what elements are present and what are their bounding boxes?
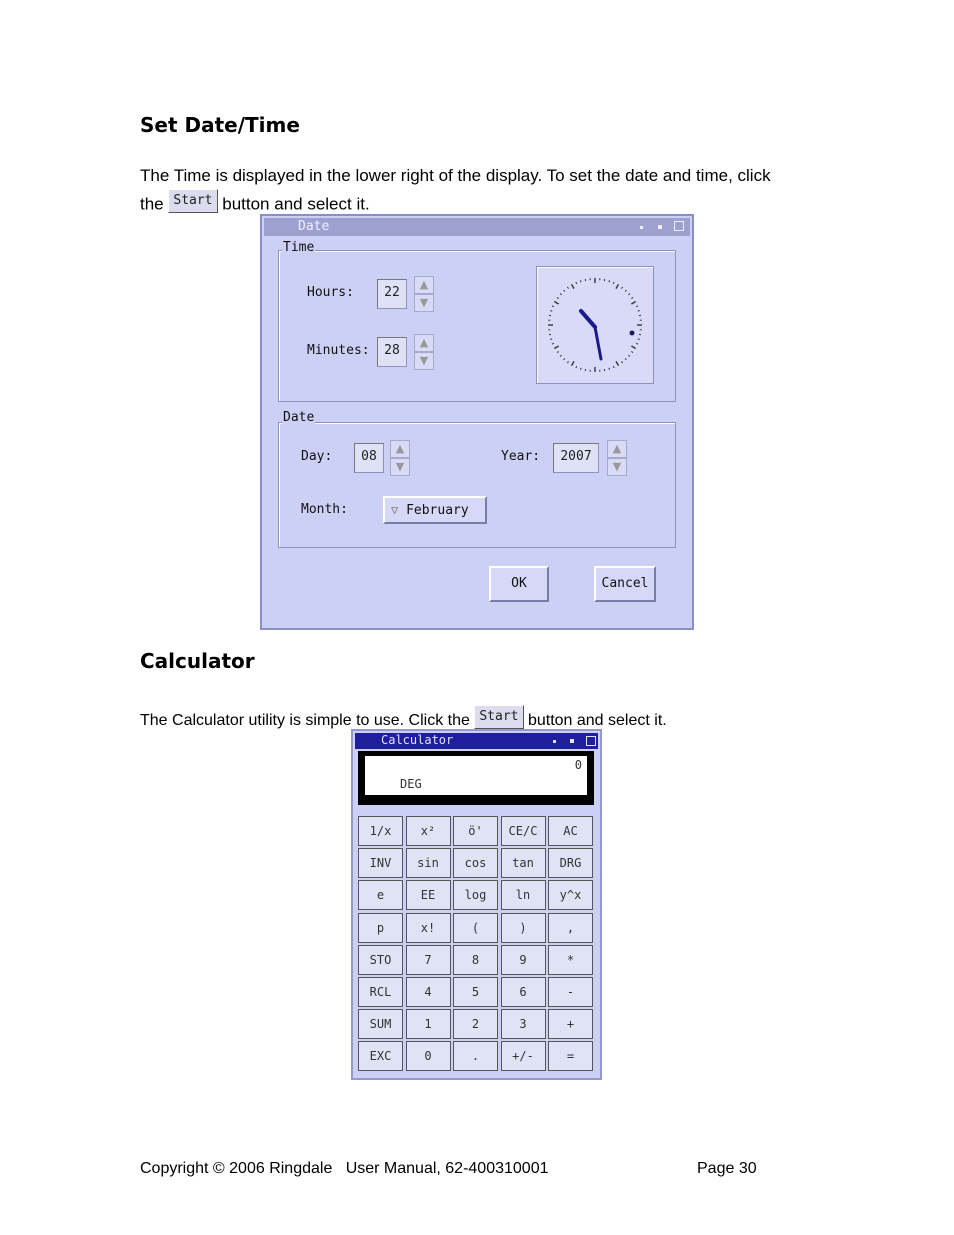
calc-key[interactable]: y^x [548,880,593,910]
calc-key[interactable]: x² [406,816,451,846]
minimize-icon[interactable] [640,226,643,229]
clock-face-icon [537,267,653,383]
clock-tick [564,290,565,291]
clock-tick [552,306,554,307]
maximize-icon[interactable] [658,225,662,229]
day-up-icon[interactable]: ▲ [390,440,410,458]
set-date-paragraph-line1: The Time is displayed in the lower right of the display. To set the date and time, click [140,166,771,185]
para-text: button and select it. [222,194,370,214]
para-text: button and select it. [527,712,667,730]
calc-key[interactable]: 2 [453,1009,498,1039]
clock-tick [628,294,629,295]
hours-up-icon[interactable]: ▲ [414,276,434,294]
month-dropdown[interactable] [383,496,487,524]
calc-key[interactable]: = [548,1041,593,1071]
calc-key[interactable]: 1 [406,1009,451,1039]
clock-tick [631,346,635,349]
clock-tick [567,287,568,289]
minimize-icon[interactable] [553,740,556,743]
hours-input[interactable]: 22 [377,279,407,309]
year-down-icon[interactable]: ▼ [607,458,627,476]
calc-key[interactable]: 6 [501,977,546,1007]
clock-tick [625,290,626,291]
calc-key[interactable]: 0 [406,1041,451,1071]
clock-tick [638,310,640,311]
clock-tick [631,297,633,298]
minutes-input[interactable]: 28 [377,337,407,367]
month-label: Month: [301,502,348,517]
clock-tick [613,282,614,284]
date-dialog-title: Date [298,219,330,234]
calc-key[interactable]: RCL [358,977,403,1007]
footer-copyright: Copyright © 2006 Ringdale User Manual, 62-400310001 [140,1160,549,1177]
year-spinner[interactable] [607,440,627,476]
calc-key[interactable]: CE/C [501,816,546,846]
time-group-label: Time [283,240,315,255]
clock-tick [560,355,561,356]
clock-tick [554,302,558,305]
clock-tick [554,346,558,349]
day-label: Day: [301,449,333,464]
calc-key[interactable]: 5 [453,977,498,1007]
calc-key[interactable]: log [453,880,498,910]
month-value: February [406,503,469,518]
minutes-down-icon[interactable]: ▼ [414,352,434,370]
year-label: Year: [501,449,541,464]
para-text: The Calculator utility is simple to use. Click the [140,712,470,730]
calculator-display-screen [365,756,587,795]
calc-key[interactable]: ( [453,913,498,943]
calc-key[interactable]: cos [453,848,498,878]
clock-tick [557,351,559,352]
calc-key[interactable]: tan [501,848,546,878]
close-window-icon[interactable] [674,221,684,231]
calculator-display [358,751,594,805]
calc-key[interactable]: e [358,880,403,910]
minutes-up-icon[interactable]: ▲ [414,334,434,352]
calc-key[interactable]: 7 [406,945,451,975]
display-mode: DEG [400,777,422,791]
clock-tick [560,294,561,295]
calc-key[interactable]: SUM [358,1009,403,1039]
para-text: the [140,194,164,214]
calc-key[interactable]: 4 [406,977,451,1007]
calc-key[interactable]: , [548,913,593,943]
calc-key[interactable]: INV [358,848,403,878]
ok-button[interactable]: OK [489,566,549,602]
year-up-icon[interactable]: ▲ [607,440,627,458]
clock-tick [628,355,629,356]
calc-key[interactable]: EE [406,880,451,910]
date-dialog-titlebar[interactable] [264,218,690,236]
clock-tick [576,282,577,284]
clock-tick [631,302,635,305]
clock-tick [564,358,565,359]
calc-key[interactable]: + [548,1009,593,1039]
calc-key[interactable]: . [453,1041,498,1071]
calc-key[interactable]: 1/x [358,816,403,846]
start-button-image: Start [474,705,523,729]
clock-tick [609,368,610,370]
clock-tick [580,368,581,370]
display-value: 0 [574,758,582,772]
clock-tick [576,366,577,368]
clock-tick [609,280,610,282]
calc-key[interactable]: +/- [501,1041,546,1071]
clock-tick [621,287,622,289]
calc-key[interactable]: 8 [453,945,498,975]
calc-key[interactable]: ) [501,913,546,943]
minutes-spinner[interactable] [414,334,434,370]
calc-key[interactable]: - [548,977,593,1007]
analog-clock [536,266,654,384]
hours-spinner[interactable] [414,276,434,312]
close-window-icon[interactable] [586,736,596,746]
year-input[interactable]: 2007 [553,443,599,473]
clock-tick [631,351,633,352]
day-down-icon[interactable]: ▼ [390,458,410,476]
calc-key[interactable]: AC [548,816,593,846]
calc-key[interactable]: sin [406,848,451,878]
cancel-button[interactable]: Cancel [594,566,656,602]
calc-key[interactable]: * [548,945,593,975]
hours-label: Hours: [307,285,354,300]
chevron-down-icon: ▽ [391,503,399,517]
clock-tick [567,361,568,363]
calculator-keypad [358,816,594,1074]
clock-tick [636,343,638,344]
clock-tick [550,310,552,311]
clock-tick [550,339,552,340]
section-heading-set-date-time: Set Date/Time [140,113,300,137]
calculator-window [351,729,602,1080]
clock-tick [552,343,554,344]
maximize-icon[interactable] [570,739,574,743]
calc-key[interactable]: ö' [453,816,498,846]
day-input[interactable]: 08 [354,443,384,473]
clock-tick [580,280,581,282]
calc-key[interactable]: DRG [548,848,593,878]
section-heading-calculator: Calculator [140,649,255,673]
clock-tick [613,366,614,368]
clock-tick [572,361,575,365]
start-button-image: Start [168,189,217,213]
clock-tick [638,339,640,340]
day-spinner[interactable] [390,440,410,476]
calc-key[interactable]: p [358,913,403,943]
clock-tick [557,297,559,298]
calc-key[interactable]: STO [358,945,403,975]
minutes-label: Minutes: [307,343,370,358]
date-group-label: Date [283,410,315,425]
clock-tick [625,358,626,359]
hours-down-icon[interactable]: ▼ [414,294,434,312]
date-dialog-window [260,214,694,630]
calc-key[interactable]: ln [501,880,546,910]
clock-tick [572,284,575,288]
clock-tick [616,284,619,288]
clock-tick [621,361,622,363]
calculator-title: Calculator [381,733,454,747]
clock-tick [616,361,619,365]
footer-page-number: Page 30 [697,1160,757,1177]
calc-key[interactable]: 9 [501,945,546,975]
clock-tick [636,306,638,307]
calc-key[interactable]: 3 [501,1009,546,1039]
calculator-titlebar[interactable] [355,733,598,749]
calc-key[interactable]: EXC [358,1041,403,1071]
calc-key[interactable]: x! [406,913,451,943]
